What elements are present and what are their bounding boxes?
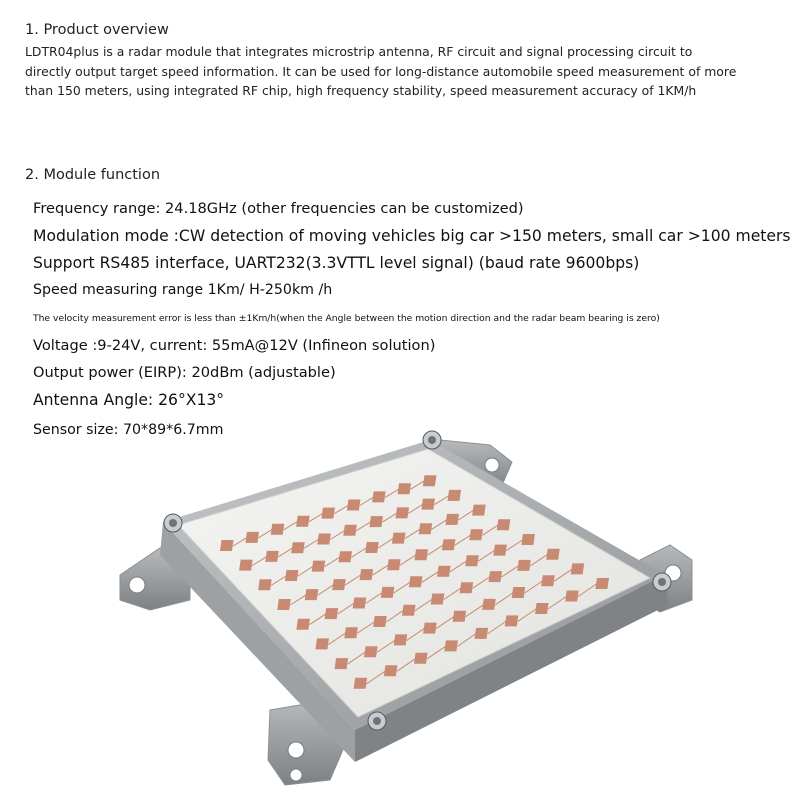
antenna-patch [258, 579, 272, 590]
antenna-patch [312, 561, 326, 572]
antenna-patch [541, 575, 555, 586]
antenna-patch [353, 598, 367, 609]
product-overview-heading: 1. Product overview [25, 22, 169, 38]
antenna-patch [465, 555, 479, 566]
antenna-patch [482, 599, 496, 610]
function-item-velocity-error: The velocity measurement error is less than ±1Km/h(when the Angle between the motion direction and the radar beam bearing is zero) [33, 313, 660, 324]
antenna-patch [245, 532, 259, 543]
product-overview-paragraph [25, 42, 785, 101]
antenna-patch [398, 483, 412, 494]
antenna-patch [460, 582, 474, 593]
antenna-patch [317, 534, 331, 545]
function-item-sensor-size: Sensor size: 70*89*6.7mm [33, 422, 224, 438]
module-function-heading: 2. Module function [25, 167, 161, 183]
antenna-patch [325, 608, 339, 619]
antenna-patch [472, 505, 486, 516]
antenna-patch [402, 605, 416, 616]
antenna-patch [475, 628, 489, 639]
antenna-patch [431, 594, 445, 605]
function-item-antenna-angle: Antenna Angle: 26°X13° [33, 391, 225, 409]
antenna-patch [315, 638, 329, 649]
antenna-patch [493, 545, 507, 556]
antenna-patch [343, 525, 357, 536]
antenna-patch [369, 516, 383, 527]
antenna-patch [497, 519, 511, 530]
antenna-patch [354, 678, 368, 689]
antenna-patch [364, 646, 378, 657]
antenna-patch [220, 540, 234, 551]
antenna-patch [394, 634, 408, 645]
antenna-patch [419, 523, 433, 534]
screw-icon [164, 514, 182, 532]
antenna-patch [521, 534, 535, 545]
antenna-patch [296, 516, 310, 527]
antenna-patch [291, 542, 305, 553]
antenna-patch [414, 549, 428, 560]
antenna-patch [512, 587, 526, 598]
antenna-patch [442, 539, 456, 550]
antenna-patch [305, 589, 319, 600]
radar-module-image [0, 420, 800, 800]
screw-icon [653, 573, 671, 591]
function-item-interface: Support RS485 interface, UART232(3.3VTTL level signal) (baud rate 9600bps) [33, 254, 640, 272]
overview-line: directly output target speed information. It can be used for long-distance automobile speed measurement of more [25, 63, 737, 79]
antenna-patch [239, 560, 253, 571]
antenna-patch [517, 560, 531, 571]
antenna-patch [271, 524, 285, 535]
antenna-patch [488, 571, 502, 582]
function-item-voltage: Voltage :9-24V, current: 55mA@12V (Infineon solution) [33, 337, 436, 354]
antenna-patch [335, 658, 349, 669]
antenna-patch [277, 599, 291, 610]
antenna-patch [571, 563, 585, 574]
function-item-speed-range: Speed measuring range 1Km/ H-250km /h [33, 282, 333, 298]
screw-icon [423, 431, 441, 449]
antenna-patch [392, 533, 406, 544]
overview-line: LDTR04plus is a radar module that integrates microstrip antenna, RF circuit and signal processing circuit to [25, 44, 693, 59]
antenna-patch [265, 551, 279, 562]
antenna-patch [285, 570, 299, 581]
antenna-patch [347, 500, 361, 511]
antenna-patch [423, 475, 437, 486]
antenna-patch [344, 627, 358, 638]
antenna-patch [444, 640, 458, 651]
antenna-patch [395, 507, 409, 518]
screw-icon [368, 712, 386, 730]
antenna-patch [373, 616, 387, 627]
antenna-patch [409, 576, 423, 587]
antenna-patch [546, 549, 560, 560]
antenna-patch [365, 542, 379, 553]
antenna-patch [505, 615, 519, 626]
antenna-patch [565, 591, 579, 602]
function-item-output-power: Output power (EIRP): 20dBm (adjustable) [33, 364, 336, 381]
antenna-patch [535, 603, 549, 614]
antenna-patch [453, 611, 467, 622]
antenna-patch [360, 569, 374, 580]
antenna-patch [372, 491, 386, 502]
function-item-frequency: Frequency range: 24.18GHz (other frequencies can be customized) [33, 200, 524, 217]
function-item-modulation: Modulation mode :CW detection of moving vehicles big car >150 meters, small car >100 meters [33, 227, 791, 245]
antenna-patch [437, 566, 451, 577]
antenna-patch [423, 623, 437, 634]
overview-line: than 150 meters, using integrated RF chip, high frequency stability, speed measurement accuracy of 1KM/h [25, 83, 697, 98]
antenna-patch [595, 578, 609, 589]
antenna-patch [384, 665, 398, 676]
antenna-patch [321, 508, 335, 519]
antenna-patch [296, 619, 310, 630]
antenna-patch [332, 579, 346, 590]
antenna-patch [448, 490, 462, 501]
antenna-patch [421, 499, 435, 510]
antenna-patch [469, 529, 483, 540]
antenna-patch [414, 653, 428, 664]
antenna-patch [387, 559, 401, 570]
antenna-patch [381, 587, 395, 598]
antenna-patch [338, 551, 352, 562]
antenna-patch [445, 514, 459, 525]
